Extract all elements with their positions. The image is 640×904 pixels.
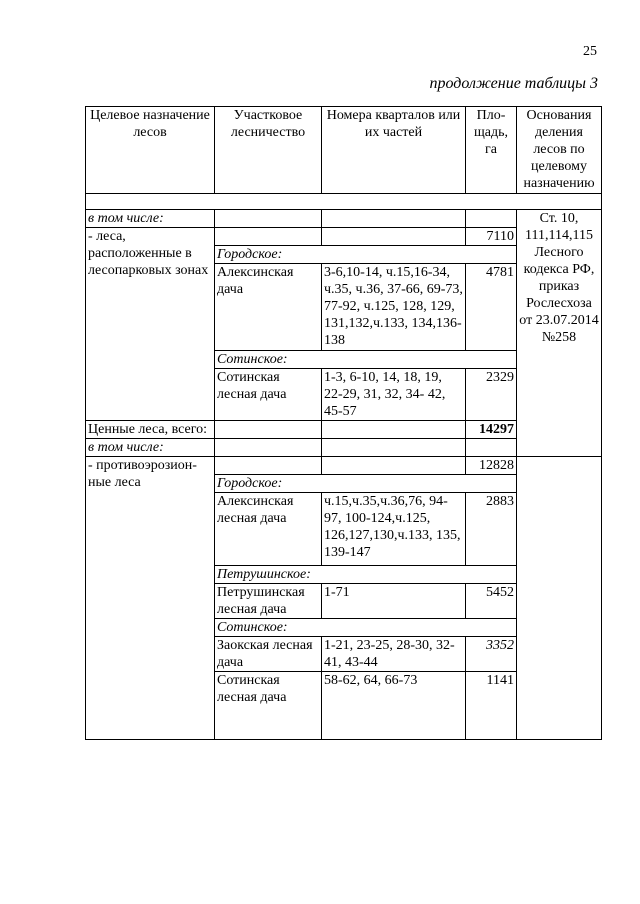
area-value: 2883 bbox=[466, 493, 517, 566]
table-row bbox=[86, 210, 602, 228]
category-label: Ценные леса, всего: bbox=[86, 421, 215, 439]
forestry-name: Петрушинская лесная дача bbox=[215, 584, 322, 619]
table-row bbox=[86, 457, 602, 475]
forestry-name: Алексинская лесная дача bbox=[215, 493, 322, 566]
including-label: в том числе: bbox=[86, 210, 215, 228]
table-continuation-caption: продолжение таблицы 3 bbox=[429, 75, 598, 92]
area-value: 2329 bbox=[466, 369, 517, 421]
header-purpose: Целевое назначение лесов bbox=[86, 107, 215, 194]
including-label: в том числе: bbox=[86, 439, 215, 457]
section-label: Городское: bbox=[215, 246, 517, 264]
area-value: 7110 bbox=[466, 228, 517, 246]
section-label: Городское: bbox=[215, 475, 517, 493]
category-label: - противоэрозион-ные леса bbox=[86, 457, 215, 740]
quarter-numbers: 1-3, 6-10, 14, 18, 19, 22-29, 31, 32, 34- 42, 45-57 bbox=[322, 369, 466, 421]
area-total: 14297 bbox=[466, 421, 517, 439]
table-header-row bbox=[86, 107, 602, 194]
area-value: 1141 bbox=[466, 672, 517, 740]
forestry-name: Сотинская лесная дача bbox=[215, 672, 322, 740]
area-value: 5452 bbox=[466, 584, 517, 619]
page-number: 25 bbox=[583, 44, 597, 59]
section-label: Сотинское: bbox=[215, 351, 517, 369]
header-forestry: Участковое лесничество bbox=[215, 107, 322, 194]
quarter-numbers: ч.15,ч.35,ч.36,76, 94-97, 100-124,ч.125, 126,127,130,ч.133, 135, 139-147 bbox=[322, 493, 466, 566]
forestry-name: Алексинская дача bbox=[215, 264, 322, 351]
quarter-numbers: 58-62, 64, 66-73 bbox=[322, 672, 466, 740]
quarter-numbers: 1-71 bbox=[322, 584, 466, 619]
header-area: Пло-щадь, га bbox=[466, 107, 517, 194]
category-label: - леса, расположенные в лесопарковых зонах bbox=[86, 228, 215, 421]
forestry-name: Заокская лесная дача bbox=[215, 637, 322, 672]
section-label: Сотинское: bbox=[215, 619, 517, 637]
header-basis: Основания деления лесов по целевому назначению bbox=[517, 107, 602, 194]
quarter-numbers: 3-6,10-14, ч.15,16-34, ч.35, ч.36, 37-66, 69-73, 77-92, ч.125, 128, 129, 131,132,ч.133, 134,136-138 bbox=[322, 264, 466, 351]
forestry-name: Сотинская лесная дача bbox=[215, 369, 322, 421]
table-spacer-row bbox=[86, 194, 602, 210]
area-value: 4781 bbox=[466, 264, 517, 351]
quarter-numbers: 1-21, 23-25, 28-30, 32-41, 43-44 bbox=[322, 637, 466, 672]
area-value: 3352 bbox=[466, 637, 517, 672]
area-value: 12828 bbox=[466, 457, 517, 475]
forest-purpose-table bbox=[85, 106, 602, 740]
section-label: Петрушинское: bbox=[215, 566, 517, 584]
basis-cell: Ст. 10, 111,114,115 Лесного кодекса РФ, приказ Рослесхоза от 23.07.2014 №258 bbox=[517, 210, 602, 457]
header-quarters: Номера кварталов или их частей bbox=[322, 107, 466, 194]
